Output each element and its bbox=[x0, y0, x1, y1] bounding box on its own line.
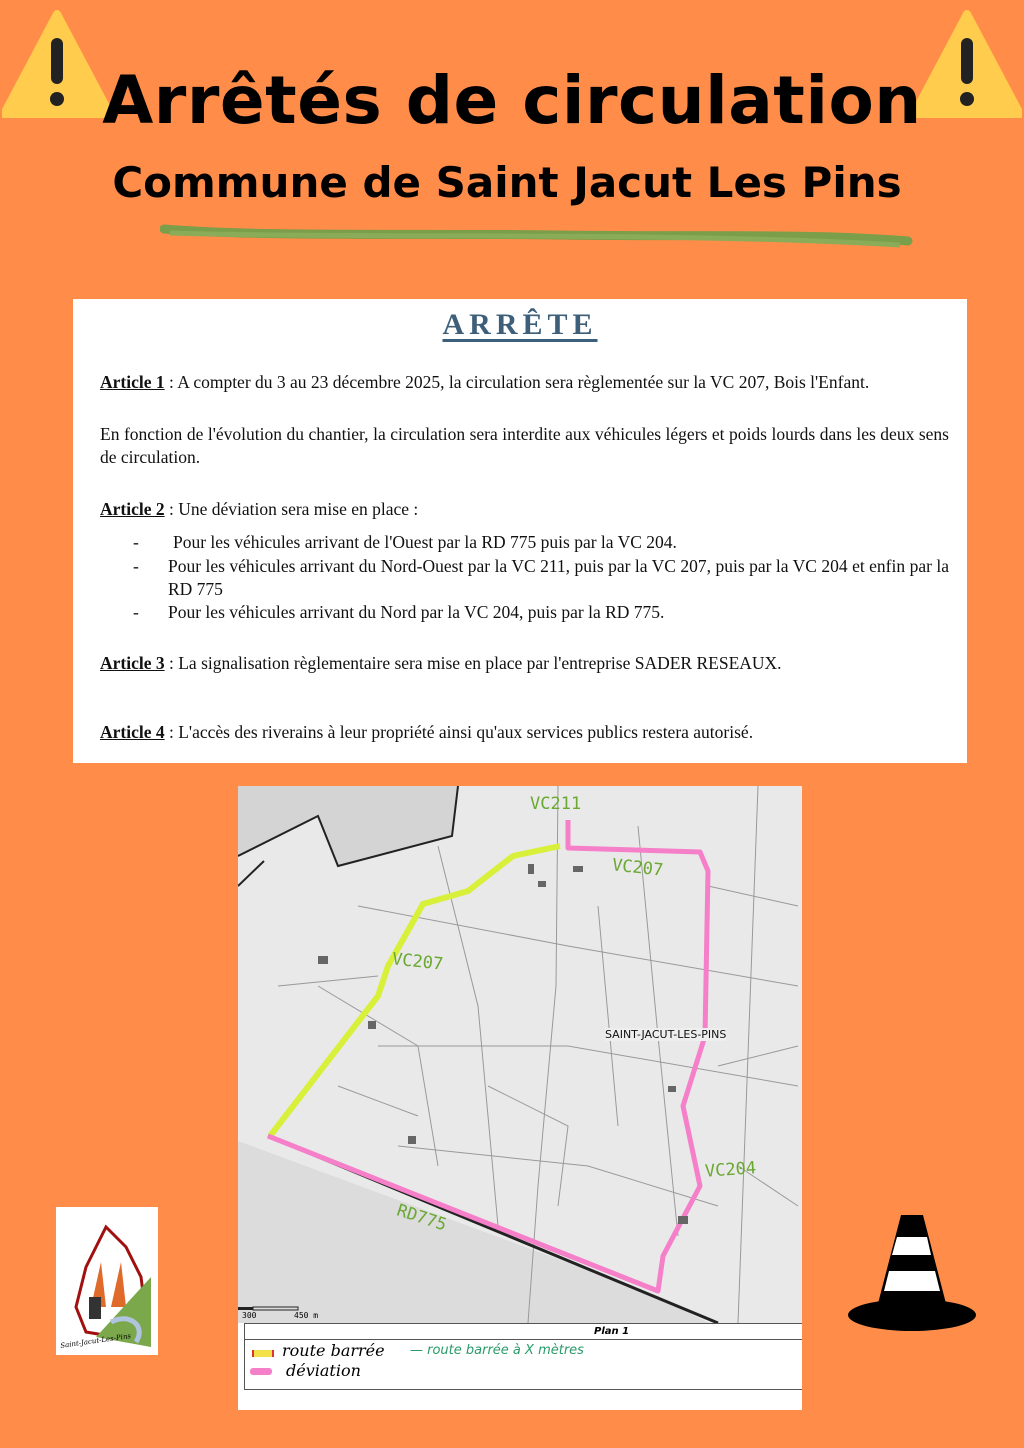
article-4 bbox=[100, 721, 949, 744]
closed-road-swatch bbox=[252, 1350, 274, 1357]
legend-deviation: déviation bbox=[286, 1361, 361, 1380]
article-text: : La signalisation règlementaire sera mise en place par l'entreprise SADER RESEAUX. bbox=[164, 653, 782, 673]
scale-start: 300 bbox=[242, 1311, 257, 1320]
map-legend bbox=[238, 1323, 802, 1410]
map-label-rd775: RD775 bbox=[394, 1200, 450, 1236]
legend-title: Plan 1 bbox=[594, 1326, 630, 1337]
logo-text: Saint-Jacut-Les-Pins bbox=[59, 1332, 132, 1350]
bullet: - bbox=[133, 556, 139, 576]
article-text: : A compter du 3 au 23 décembre 2025, la circulation sera règlementée sur la VC 207, Bois l'Enfant. bbox=[164, 372, 870, 392]
article-1-detail: En fonction de l'évolution du chantier, la circulation sera interdite aux véhicules légers et poids lourds dans les deux sens de circulation. bbox=[100, 424, 949, 467]
list-item-text: Pour les véhicules arrivant du Nord-Ouest par la VC 211, puis par la VC 207, puis par la VC 204 et enfin par la RD 775 bbox=[168, 556, 949, 599]
article-label: Article 1 bbox=[100, 372, 165, 392]
article-2 bbox=[100, 498, 949, 521]
article-1 bbox=[100, 371, 949, 394]
arrete-heading: ARRÊTE bbox=[442, 308, 598, 341]
deviation-swatch bbox=[250, 1368, 272, 1375]
map-label-vc207-left: VC207 bbox=[391, 949, 445, 975]
logo-image bbox=[56, 1207, 158, 1355]
map-drawing bbox=[238, 786, 802, 1323]
page-title: Arrêtés de circulation bbox=[102, 62, 922, 139]
map-label-vc207-top: VC207 bbox=[611, 855, 665, 881]
list-item-text: Pour les véhicules arrivant de l'Ouest par la RD 775 puis par la VC 204. bbox=[173, 532, 677, 552]
bullet: - bbox=[133, 532, 139, 552]
commune-logo bbox=[56, 1207, 158, 1355]
bullet: - bbox=[133, 602, 139, 622]
map-label-town: SAINT-JACUT-LES-PINS bbox=[605, 1028, 727, 1041]
deviation-map bbox=[238, 786, 802, 1410]
article-label: Article 2 bbox=[100, 499, 165, 519]
article-3 bbox=[100, 652, 949, 675]
map-label-vc211: VC211 bbox=[530, 794, 582, 814]
map-label-vc204: VC204 bbox=[704, 1158, 757, 1182]
article-label: Article 3 bbox=[100, 653, 165, 673]
scale-end: 450 m bbox=[294, 1311, 319, 1320]
article-text: : Une déviation sera mise en place : bbox=[164, 499, 419, 519]
list-item-text: Pour les véhicules arrivant du Nord par la VC 204, puis par la RD 775. bbox=[168, 602, 665, 622]
legend-route-barree-x: — route barrée à X mètres bbox=[410, 1343, 584, 1358]
traffic-cone-icon bbox=[845, 1215, 980, 1335]
legend-route-barree: route barrée bbox=[282, 1341, 385, 1360]
article-label: Article 4 bbox=[100, 722, 165, 742]
brush-underline bbox=[160, 215, 915, 255]
page-subtitle: Commune de Saint Jacut Les Pins bbox=[112, 158, 902, 207]
arrete-document bbox=[73, 299, 967, 763]
article-text: : L'accès des riverains à leur propriété ainsi qu'aux services publics restera autorisé. bbox=[164, 722, 754, 742]
